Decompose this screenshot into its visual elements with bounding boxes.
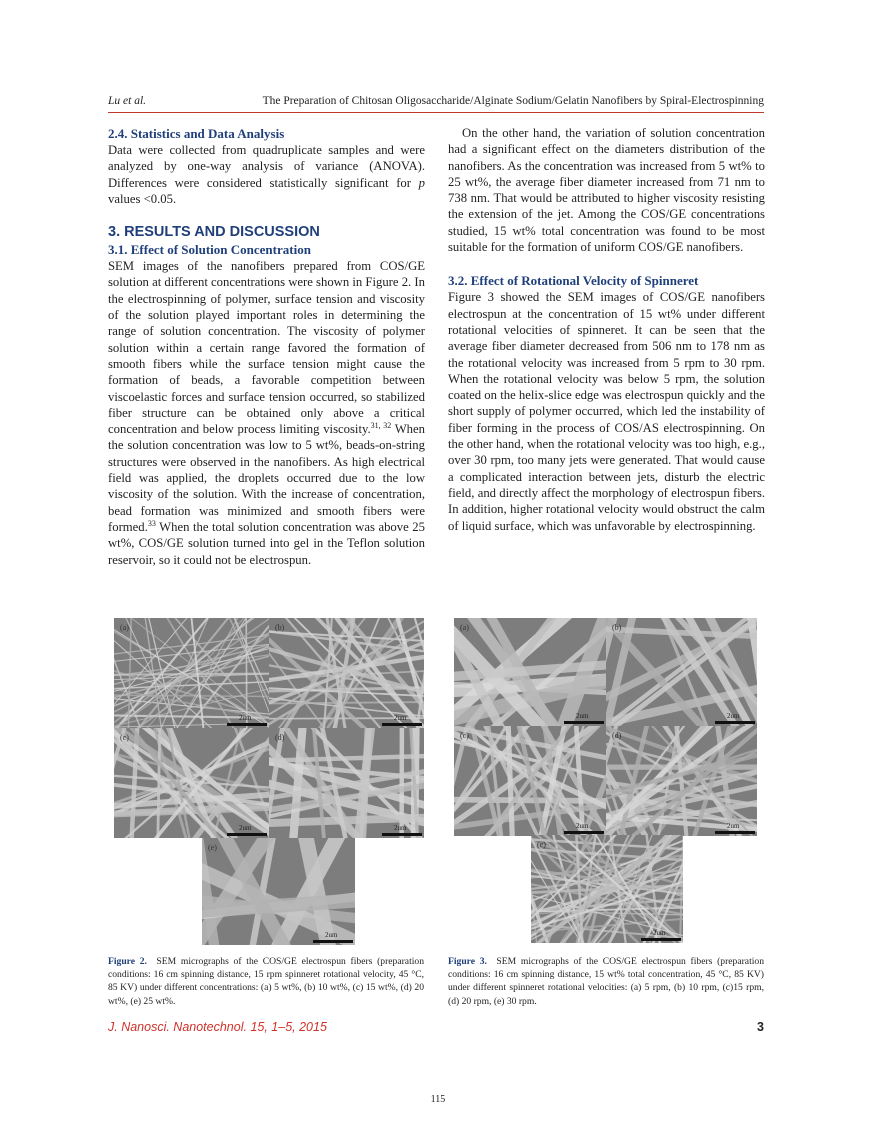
caption-label: Figure 2. [108, 956, 147, 967]
section-2-4-text [108, 142, 425, 207]
section-3-heading: 3. RESULTS AND DISCUSSION [108, 224, 320, 241]
caption-text: SEM micrographs of the COS/GE electrospun fibers (preparation conditions: 16 cm spinning distance, 15 wt% total concentration, 45 °C, 85 KV) under different spinneret rotational velocities: (a) 5 rpm, (b) 10 rpm, (c)15 rpm, (d) 20 rpm, (e) 30 rpm. [448, 956, 764, 1007]
text: Data were collected from quadruplicate samples and were analyzed by one-way analysis of variance (ANOVA). Differences were considered statistically significant for [108, 143, 425, 190]
citation: 31, 32 [370, 420, 392, 430]
panel-label: (e) [537, 840, 546, 849]
running-header [108, 95, 764, 113]
panel-label: (c) [460, 731, 469, 740]
section-2-4-heading: 2.4. Statistics and Data Analysis [108, 126, 285, 141]
right-column [448, 125, 765, 534]
panel-label: (e) [208, 843, 217, 852]
journal-citation: J. Nanosci. Nanotechnol. 15, 1–5, 2015 [108, 1020, 327, 1034]
panel-label: (a) [120, 623, 129, 632]
section-3-1-text [108, 258, 425, 568]
scale-bar-label: 2um [576, 822, 589, 830]
footer [108, 1020, 764, 1034]
panel-label: (b) [275, 623, 285, 632]
caption-label: Figure 3. [448, 956, 487, 967]
text: values <0.05. [108, 191, 177, 206]
figure-3-caption [448, 955, 764, 1008]
sem-micrograph-panel [454, 726, 606, 836]
paragraph: Figure 3 showed the SEM images of COS/GE nanofibers electrospun at the concentration of 15 wt% under different rotational velocities of spinneret. It can be seen that the average fiber diameter decreased from 506 nm to 178 nm as the rotational velocity was increased from 5 rpm to 30 rpm. When the rotational velocity was below 5 rpm, the solution coated on the helix-slice edge was electrospun quickly and the short supply of polymer occurred, which led the instability of fiber forming in the process of COS/AS electrospinning. On the other hand, when the rotational velocity was too high, e.g., over 30 rpm, too many jets were generated. That would cause a complicated interaction between jets, disturb the electric field, and directly affect the morphology of electrospun fibers. In addition, higher rotational velocity would obstruct the calm of liquid surface, which was unfavorable by electrospinning. [448, 290, 765, 533]
sem-micrograph-panel [269, 618, 424, 728]
panel-label: (b) [612, 623, 622, 632]
scale-bar-label: 2um [325, 931, 338, 939]
journal-page-number: 3 [757, 1020, 764, 1034]
scale-bar-label: 2um [239, 714, 252, 722]
sem-micrograph-panel [114, 618, 269, 728]
sem-micrograph-panel [202, 838, 355, 945]
scale-bar-label: 2um [653, 929, 666, 937]
sem-micrograph-panel [606, 618, 757, 726]
section-3-2-heading: 3.2. Effect of Rotational Velocity of Spinneret [448, 273, 699, 289]
header-authors: Lu et al. [108, 95, 147, 107]
text: When the total solution concentration was above 25 wt%, COS/GE solution turned into gel in the Teflon solution reservoir, so it could not be electrospun. [108, 519, 425, 567]
sem-micrograph-panel [606, 726, 757, 836]
header-title: The Preparation of Chitosan Oligosaccharide/Alginate Sodium/Gelatin Nanofibers by Spiral-Electrospinning [262, 95, 764, 107]
scale-bar-label: 2um [727, 712, 740, 720]
scale-bar-label: 2um [394, 824, 407, 832]
sem-micrograph-panel [454, 618, 606, 726]
left-column [108, 125, 425, 568]
panel-label: (d) [612, 731, 622, 740]
figure-2-caption [108, 955, 424, 1008]
panel-label: (a) [460, 623, 469, 632]
caption-text: SEM micrographs of the COS/GE electrospun fibers (preparation conditions: 16 cm spinning distance, 15 rpm spinneret rotational velocity, 45 °C, 85 KV) under different concentrations: (a) 5 wt%, (b) 10 wt%, (c) 15 wt%, (d) 20 wt%, (e) 25 wt%. [108, 956, 424, 1007]
scale-bar-label: 2um [239, 824, 252, 832]
citation: 33 [147, 518, 156, 528]
page-number: 115 [430, 1094, 446, 1105]
panel-label: (c) [120, 733, 129, 742]
sem-micrograph-panel [531, 835, 683, 943]
scale-bar-label: 2um [576, 712, 589, 720]
p-symbol: p [418, 175, 425, 190]
panel-label: (d) [275, 733, 285, 742]
sem-micrograph-panel [269, 728, 424, 838]
section-3-1-heading: 3.1. Effect of Solution Concentration [108, 242, 311, 258]
scale-bar-label: 2um [727, 822, 740, 830]
paragraph: On the other hand, the variation of solution concentration had a significant effect on the diameters distribution of the nanofibers. As the concentration was increased from 5 wt% to 25 wt%, the average fiber diameter increased from 71 nm to 738 nm. That would be attributed to higher viscosity resisting the extension of the jet. Among the COS/GE concentrations studied, 15 wt% total concentration was found to be most suitable for the formation of uniform COS/GE nanofibers. [448, 126, 765, 255]
text: SEM images of the nanofibers prepared from COS/GE solution at different concentrations were shown in Figure 2. In the electrospinning of polymer, surface tension and viscosity of the solution played important roles in determining the range of solution concentration. The viscosity of polymer solution within a certain range favored the formation of smooth fibers while the surface tension might cause the formation of beads, a favorable competition between viscoelastic forces and surface tension occurred, so stabilized fiber structure can be obtained only above a critical concentration and below process limiting viscosity. [108, 259, 425, 437]
sem-micrograph-panel [114, 728, 269, 838]
text: When the solution concentration was low to 5 wt%, beads-on-string structures were observed in the nanofibers. As high electrical field was applied, the droplets occurred due to the low viscosity of the solution. With the increase of concentration, bead formation was minimized and smooth fibers were formed. [108, 422, 425, 534]
scale-bar-label: 2um [394, 714, 407, 722]
